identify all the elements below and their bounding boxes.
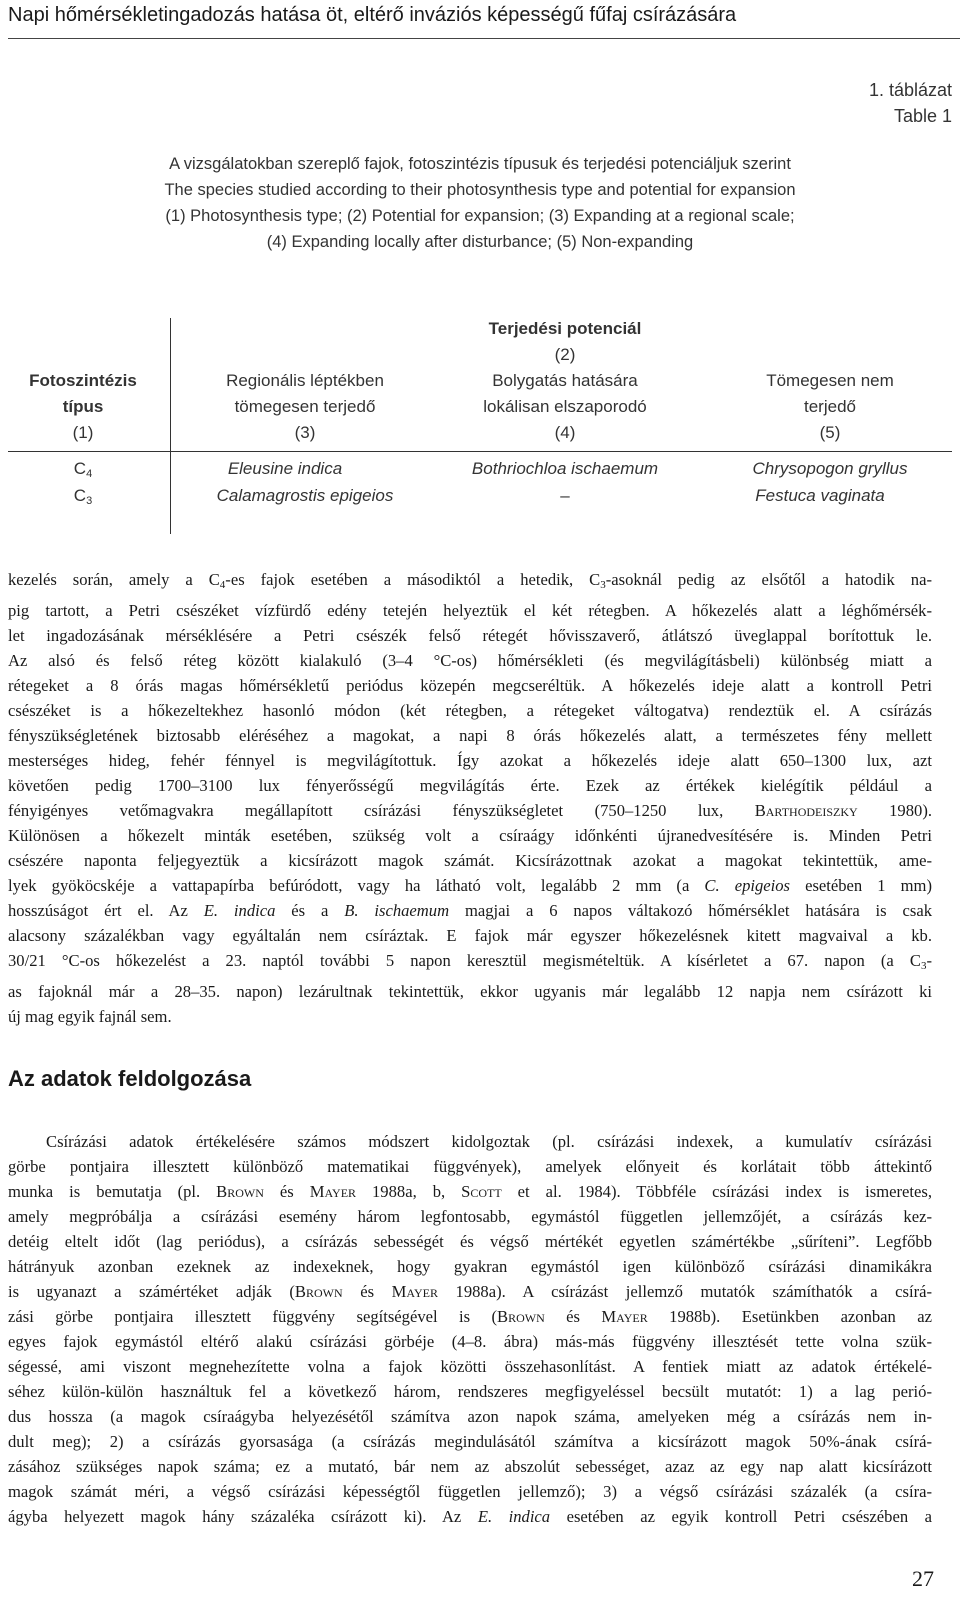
- text-line: let ingadozásának mérséklésére a Petri csészék felső rétegét hővisszaverő, átlátszó üveglappal borítottuk le.: [8, 626, 932, 645]
- col1-header-num: (1): [72, 423, 94, 442]
- running-head: Napi hőmérsékletingadozás hatása öt, eltérő inváziós képességű fűfaj csírázására: [8, 4, 737, 26]
- section-title: Az adatok feldolgozása: [8, 1066, 252, 1091]
- caption-line: A vizsgálatokban szereplő fajok, fotoszintézis típusuk és terjedési potenciáljuk szerint: [169, 155, 791, 173]
- col5-header-line2: terjedő: [804, 397, 856, 416]
- text-line: Csírázási adatok értékelésére számos módszert kidolgoztak (pl. csírázási indexek, a kumulatív csírázási: [46, 1132, 932, 1151]
- text-line: dus hossza (a magok csíraágyba helyezésétől számítva azon napok száma, amelyeken még a csírázás nem in-: [8, 1407, 932, 1426]
- table-cell-non: Festuca vaginata: [755, 486, 885, 505]
- table-cell-non: Chrysopogon gryllus: [752, 459, 908, 478]
- text-line: munka is bemutatja (pl. Brown és Mayer 1988a, b, Scott et al. 1984). Többféle csírázási index is ismeretes,: [8, 1182, 932, 1201]
- table-label-en: Table 1: [893, 106, 952, 126]
- text-line: mesterséges hideg, fehér fénnyel is megvilágítottuk. Így azokat a hőkezelés ideje alatt 650–1300 lux, azt: [8, 751, 932, 770]
- text-line: alacsony százalékban vagy egyáltalán nem csíráztak. E fajok már egyszer hőkezelésnek kitett magvaival a kb.: [8, 926, 932, 945]
- group-header: Terjedési potenciál: [488, 319, 642, 338]
- text-line: dult meg); 2) a csírázás gyorsasága (a csírázás megindulásától számítva a kicsírázott magok 50%-ának csírá-: [8, 1432, 932, 1451]
- col4-header-line2: lokálisan elszaporodó: [483, 397, 647, 416]
- table-label-hu: 1. táblázat: [868, 80, 952, 100]
- caption-line: The species studied according to their photosynthesis type and potential for expansion: [164, 181, 796, 199]
- table-label: [869, 77, 952, 129]
- text-line: zásához szükséges napok száma; ez a mutató, bár nem az abszolút sebességet, azaz az egy nap alatt kicsírázott: [8, 1457, 932, 1476]
- text-line: 30/21 °C-os hőkezelést a 23. naptól további 5 napon keresztül megismételtük. A kísérletet a 67. napon (a $C_3-$: [8, 951, 932, 972]
- text-line: csészéket is a hőkezeltekhez hasonló módon (két rétegben, a rétegeket váltogatva) rendeztük el. A csírázás: [8, 701, 932, 720]
- text-line: követően pedig 1700–3100 lux fényerősségű megvilágítás érte. Ezek az értékek kielégítik például a: [8, 776, 932, 795]
- caption-line: (1) Photosynthesis type; (2) Potential for expansion; (3) Expanding at a regional scale;: [165, 207, 795, 225]
- page-number: 27: [912, 1566, 934, 1591]
- text-line: magok számát méri, a végső csírázási képességtől független jellemző); 3) a végső csírázási százalék (a csíra-: [8, 1482, 932, 1501]
- col4-header-line1: Bolygatás hatására: [492, 371, 638, 390]
- text-line: egyes fajok egymástól eltérő alakú csírázási görbéje (4–8. ábra) más-más függvény illesztését tette volna szük-: [8, 1332, 932, 1351]
- table-caption: [0, 151, 960, 255]
- header-rule: [8, 38, 960, 39]
- col3-header-line1: Regionális léptékben: [226, 371, 384, 390]
- text-line: lyek gyököcskéje a vattapapírba befúródott, vagy ha látható volt, legalább 2 mm (a C. epigeios esetében 1 mm): [8, 876, 932, 895]
- col5-header-num: (5): [819, 423, 841, 442]
- text-line: séhez külön-külön használtuk fel a következő három, rendszeres megfigyeléssel becsült mutatót: 1) a lag perió-: [8, 1382, 932, 1401]
- table-cell-local: –: [560, 486, 570, 505]
- text-line: is ugyanazt a számértéket adják (Brown és Mayer 1988a). A csírázást jellemző mutatók számíthatók a csírá-: [8, 1282, 933, 1301]
- text-line: ágyba helyezett magok hány százaléka csírázott ki). Az E. indica esetében az egyik kontroll Petri csészében a: [8, 1507, 932, 1526]
- text-line: kezelés során, amely a $C_4-es$ fajok esetében a másodiktól a hetedik, $C_3$-asoknál pedig az elsőtől a hatodik na-: [8, 570, 932, 591]
- text-line: pig tartott, a Petri csészéket vízfürdő edény tetején helyeztük el két rétegben. A hőkezelés alatt a léghőmérsék-: [8, 601, 932, 620]
- text-line: zási görbe pontjaira illesztett függvény segítségével is (Brown és Mayer 1988b). Esetünkben azonban az: [8, 1307, 932, 1326]
- table-vertical-rule: [170, 318, 171, 534]
- table-row-type: $C_4$: [73, 459, 93, 480]
- text-line: hátrányuk azonban ezeknek az indexeknek, hogy gyakran egymástól igen különböző csírázási dinamikákra: [8, 1257, 932, 1276]
- text-line: rétegeket a 8 órás magas hőmérsékletű periódus közepén megcseréltük. A hőkezelés ideje alatt a kontroll Petri: [8, 676, 932, 695]
- col3-header-line2: tömegesen terjedő: [234, 397, 376, 416]
- table-cell-regional: Eleusine indica: [227, 459, 343, 478]
- text-line: új mag egyik fajnál sem.: [8, 1007, 172, 1026]
- table-cell-regional: Calamagrostis epigeios: [216, 486, 394, 505]
- col1-header-line1: Fotoszintézis: [29, 371, 137, 390]
- table-row-type: $C_3$: [73, 486, 93, 507]
- col3-header-num: (3): [294, 423, 316, 442]
- text-line: amely megpróbálja a csírázási esemény három legfontosabb, egymástól független jellemzőjét, a csírázás kez-: [8, 1207, 932, 1226]
- table-cell-local: Bothriochloa ischaemum: [471, 459, 659, 478]
- caption-line: (4) Expanding locally after disturbance; (5) Non-expanding: [266, 233, 694, 251]
- table-horizontal-rule: [8, 451, 952, 452]
- text-line: fényigényes vetőmagvakra megállapított csírázási fényszükségletet (750–1250 lux, Barthodeiszky 1980).: [8, 801, 932, 820]
- text-line: csészére naponta feljegyeztük a kicsírázott magok számát. Kicsírázottnak azokat a magokat tekintettük, ame-: [8, 851, 932, 870]
- col5-header-line1: Tömegesen nem: [766, 371, 894, 390]
- text-line: görbe pontjaira illesztett különböző matematikai függvények), amelyek előnyeit és korlátait több áttekintő: [8, 1157, 932, 1176]
- text-line: Az alsó és felső réteg között kialakuló (3–4 °C-os) hőmérsékleti (és megvilágításbeli) különbség miatt a: [8, 651, 932, 670]
- text-line: Különösen a hőkezelt minták esetében, szükség volt a csíraágy időnkénti újranedvesítésére is. Minden Petri: [8, 826, 932, 845]
- paragraph-data-processing: [8, 1129, 932, 1529]
- col4-header-num: (4): [554, 423, 576, 442]
- text-line: as fajoknál már a 28–35. napon) lezárultnak tekintettük, ekkor ugyanis már legalább 12 napja nem csírázott ki: [8, 982, 932, 1001]
- paragraph-methods: [8, 567, 932, 1029]
- text-line: fényszükségletének biztosabb eléréséhez a magokat, a napi 8 órás hőkezelés alatt, a természetes fény mellett: [8, 726, 932, 745]
- col1-header-line2: típus: [62, 397, 104, 416]
- text-line: hosszúságot ért el. Az E. indica és a B. ischaemum magjai a 6 napos váltakozó hőmérséklet hatására is csak: [8, 901, 932, 920]
- text-line: ségessé, ami viszont megnehezítette volna a fajok közötti összehasonlítást. A fentiek miatt az adatok értékelé-: [8, 1357, 932, 1376]
- group-header-num: (2): [554, 345, 576, 364]
- text-line: detéig eltelt időt (lag periódus), a csírázás sebességét és végső mértékét egyetlen számértékbe „sűríteni”. Legfőbb: [8, 1232, 932, 1251]
